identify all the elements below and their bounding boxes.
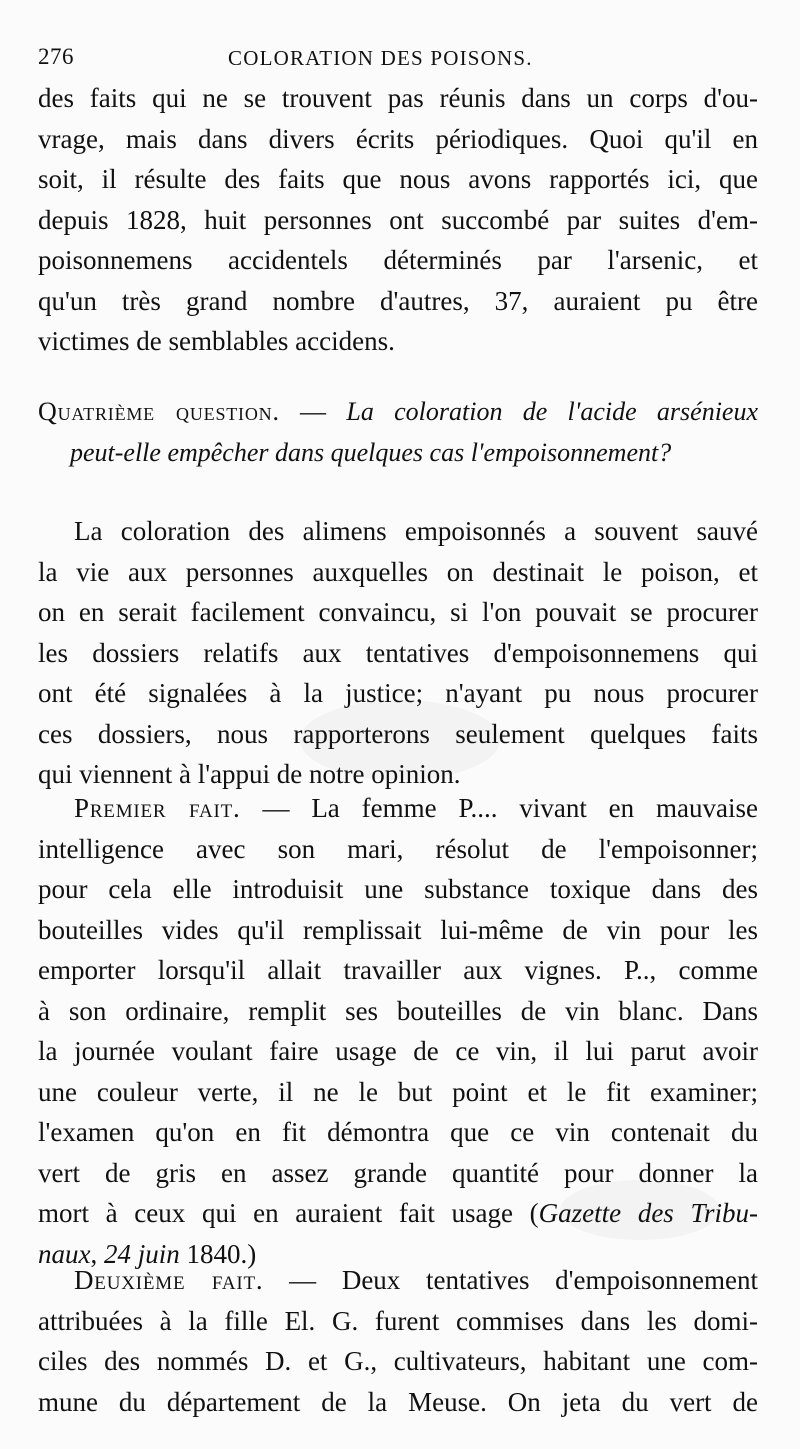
citation-lead: mort à ceux qui en auraient fait usage (	[38, 1198, 539, 1228]
text-line: soit, il résulte des faits que nous avons rapportés ici, que	[38, 164, 758, 194]
text-line: La coloration des alimens empoisonnés a souvent sauvé	[74, 516, 758, 546]
text-line: depuis 1828, huit personnes ont succombé par suites d'em-	[38, 204, 758, 235]
text-line: vert de gris en assez grande quantité pour donner la	[38, 1157, 758, 1188]
fait-label: Premier fait.	[74, 793, 241, 823]
text-line: attribuées à la fille El. G. furent commises dans les domi-	[38, 1305, 758, 1336]
paragraph-deuxieme-fait	[38, 1260, 758, 1422]
paragraph-coloration	[38, 511, 758, 795]
text-line: victimes de semblables accidens.	[38, 326, 395, 356]
citation-year: 1840.)	[179, 1238, 257, 1269]
text-line: qui viennent à l'appui de notre opinion.	[38, 759, 461, 789]
text-line: intelligence avec son mari, résolut de l'empoisonner;	[38, 833, 758, 864]
paragraph-premier-fait	[38, 788, 758, 1274]
text-line: poisonnemens accidentels déterminés par l'arsenic, et	[38, 245, 758, 275]
fait-label: Deuxième fait.	[74, 1265, 264, 1295]
section-question-heading	[38, 392, 758, 473]
fait-first-line-text: — Deux tentatives d'empoisonnement	[263, 1265, 758, 1295]
text-line: ont été signalées à la justice; n'ayant pu nous procurer	[38, 678, 758, 708]
question-line-1	[38, 392, 758, 433]
text-line: la vie aux personnes auxquelles on destinait le poison, et	[38, 556, 758, 587]
question-dash: —	[279, 397, 347, 426]
running-title: COLORATION DES POISONS.	[228, 46, 533, 70]
fait-first-line-text: — La femme P.... vivant en mauvaise	[240, 793, 758, 823]
text-line: pour cela elle introduisit une substance toxique dans des	[38, 874, 758, 904]
text-line: bouteilles vides qu'il remplissait lui-même de vin pour les	[38, 914, 758, 945]
text-line: une couleur verte, il ne le but point et le fit examiner;	[38, 1076, 758, 1107]
text-line: ces dossiers, nous rapporterons seulement quelques faits	[38, 718, 758, 749]
text-line: emporter lorsqu'il allait travailler aux vignes. P.., comme	[38, 955, 758, 985]
text-line: mune du département de la Meuse. On jeta du vert de	[38, 1386, 758, 1417]
running-head	[38, 40, 762, 76]
question-label: Quatrième question.	[38, 397, 280, 426]
text-line: vrage, mais dans divers écrits périodiques. Quoi qu'il en	[38, 123, 758, 154]
citation-source-part1: Gazette des Tribu-	[538, 1198, 758, 1228]
question-title-part1: La coloration de l'acide arsénieux	[346, 397, 758, 426]
text-line: on en serait facilement convaincu, si l'on pouvait se procurer	[38, 597, 758, 627]
citation-date: 24 juin	[103, 1238, 180, 1269]
paragraph-continuation	[38, 78, 758, 362]
fait-first-line	[38, 788, 758, 829]
question-title-part2: peut-elle empêcher dans quelques cas l'empoisonnement?	[70, 437, 672, 467]
text-line: qu'un très grand nombre d'autres, 37, auraient pu être	[38, 285, 758, 316]
text-line: la journée voulant faire usage de ce vin, il lui parut avoir	[38, 1036, 758, 1066]
text-line: ciles des nommés D. et G., cultivateurs, habitant une com-	[38, 1346, 758, 1376]
citation-date-sep: ,	[90, 1238, 104, 1269]
fait-first-line	[38, 1260, 758, 1301]
citation-line	[38, 1193, 758, 1234]
text-line: des faits qui ne se trouvent pas réunis dans un corps d'ou-	[38, 83, 758, 113]
text-line: l'examen qu'on en fit démontra que ce vin contenait du	[38, 1117, 758, 1147]
citation-source-part2: naux	[38, 1238, 91, 1269]
text-line: à son ordinaire, remplit ses bouteilles de vin blanc. Dans	[38, 995, 758, 1026]
text-line: les dossiers relatifs aux tentatives d'empoisonnemens qui	[38, 637, 758, 668]
page-number: 276	[38, 44, 74, 69]
